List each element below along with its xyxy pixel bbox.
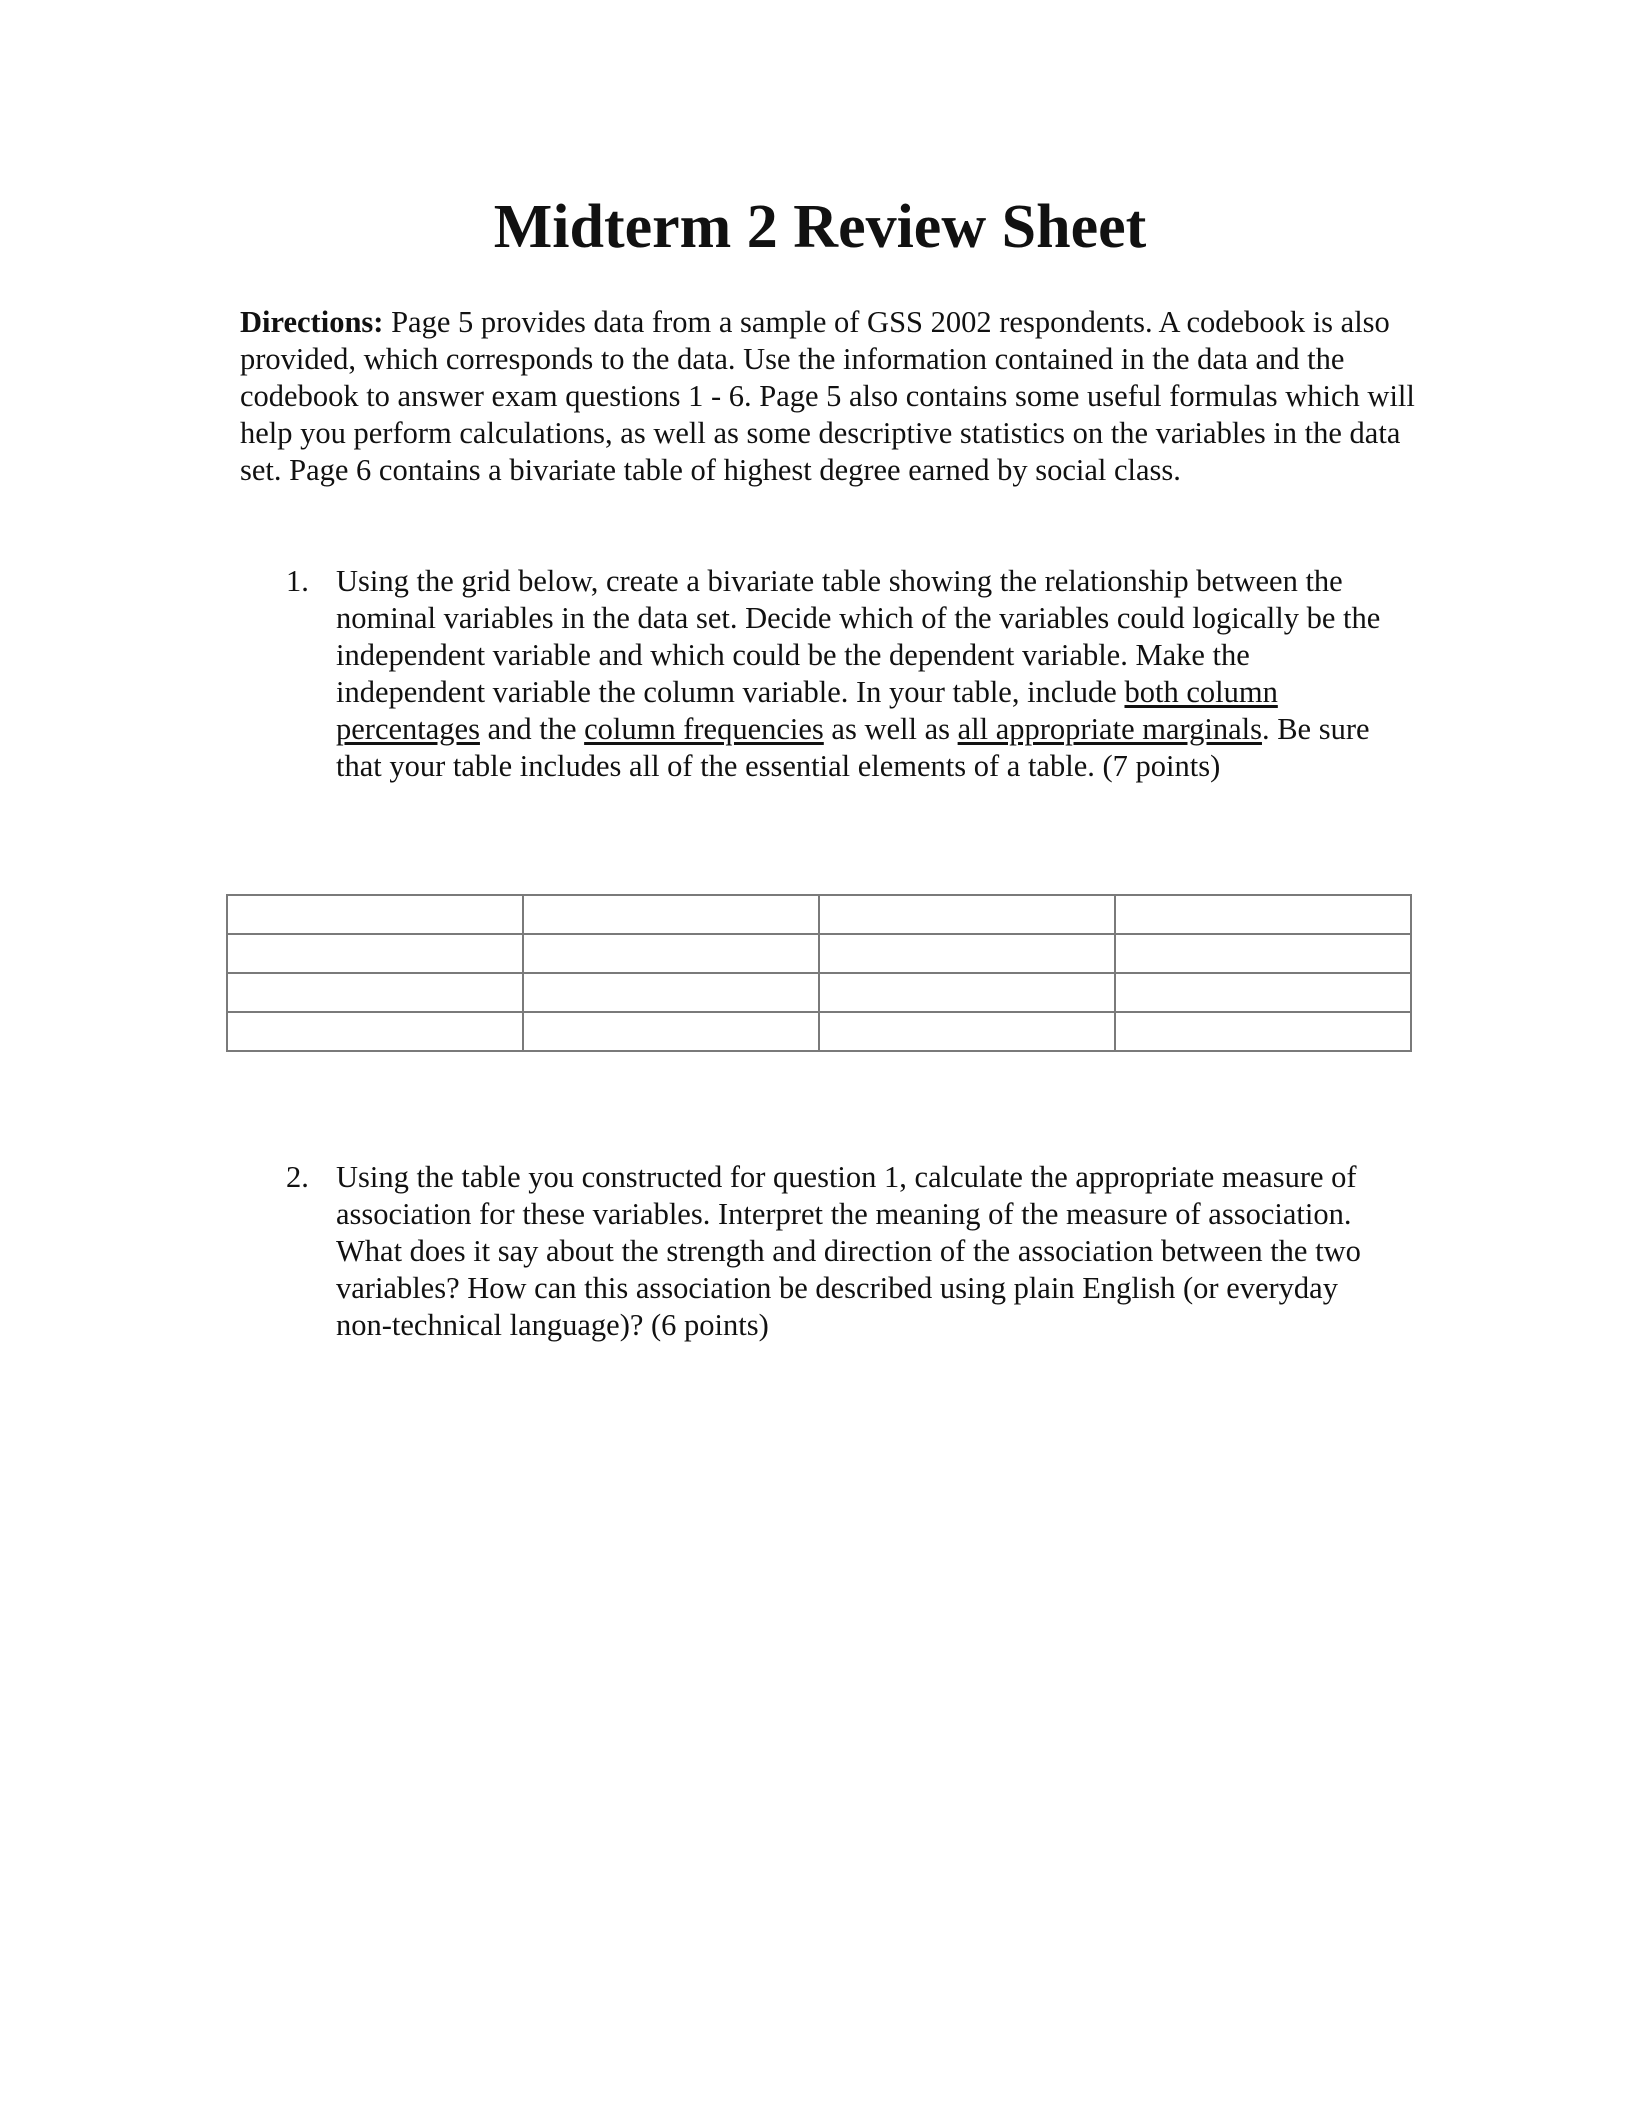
grid-cell [1115,973,1411,1012]
grid-cell [523,895,819,934]
page-title: Midterm 2 Review Sheet [493,193,1147,261]
grid-cell [819,934,1115,973]
directions-label: Directions: [240,305,384,339]
question-1-text-part2: and the [479,712,585,746]
blank-answer-grid [226,894,1412,1052]
grid-row [227,895,1411,934]
grid-cell [523,934,819,973]
grid-cell [227,934,523,973]
grid-cell [227,895,523,934]
question-1-underline-marginals: all appropriate marginals [957,712,1262,746]
question-1-text-part3: as well as [823,712,958,746]
grid-cell [523,1012,819,1051]
question-2-text: Using the table you constructed for question 1, calculate the appropriate measure of association for these variables. Interpret the meaning of the measure of association. What does it say about the strength and direction of the association between the two variables? How can this association be described using plain English (or everyday non-technical language)? (6 points) [336,1160,1361,1342]
grid-cell [819,895,1115,934]
grid-cell [819,1012,1115,1051]
grid-row [227,1012,1411,1051]
question-1 [286,563,1386,785]
question-1-text-part4: . Be sure that your table includes all of the essential elements of a table. (7 points) [336,712,1370,783]
question-2 [286,1159,1386,1344]
grid-row [227,934,1411,973]
directions-paragraph [240,304,1420,489]
grid-row [227,973,1411,1012]
grid-cell [227,973,523,1012]
grid-cell [1115,934,1411,973]
question-1-underline-column-frequencies: column frequencies [584,712,824,746]
question-2-number: 2. [286,1160,309,1194]
question-1-underline-both-column-percentages: both column percentages [336,675,1278,746]
question-1-text-part1: Using the grid below, create a bivariate table showing the relationship between the nominal variables in the data set. Decide which of the variables could logically be the independent variable and which could be the dependent variable. Make the independent variable the column variable. In your table, include [336,564,1381,709]
grid-cell [523,973,819,1012]
grid-cell [1115,1012,1411,1051]
question-1-number: 1. [286,564,309,598]
grid-cell [819,973,1115,1012]
grid-cell [1115,895,1411,934]
directions-text: Page 5 provides data from a sample of GSS 2002 respondents. A codebook is also provided, which corresponds to the data. Use the information contained in the data and the codebook to answer exam questions 1 - 6. Page 5 also contains some useful formulas which will help you perform calculations, as well as some descriptive statistics on the variables in the data set. Page 6 contains a bivariate table of highest degree earned by social class. [240,305,1415,487]
grid-cell [227,1012,523,1051]
